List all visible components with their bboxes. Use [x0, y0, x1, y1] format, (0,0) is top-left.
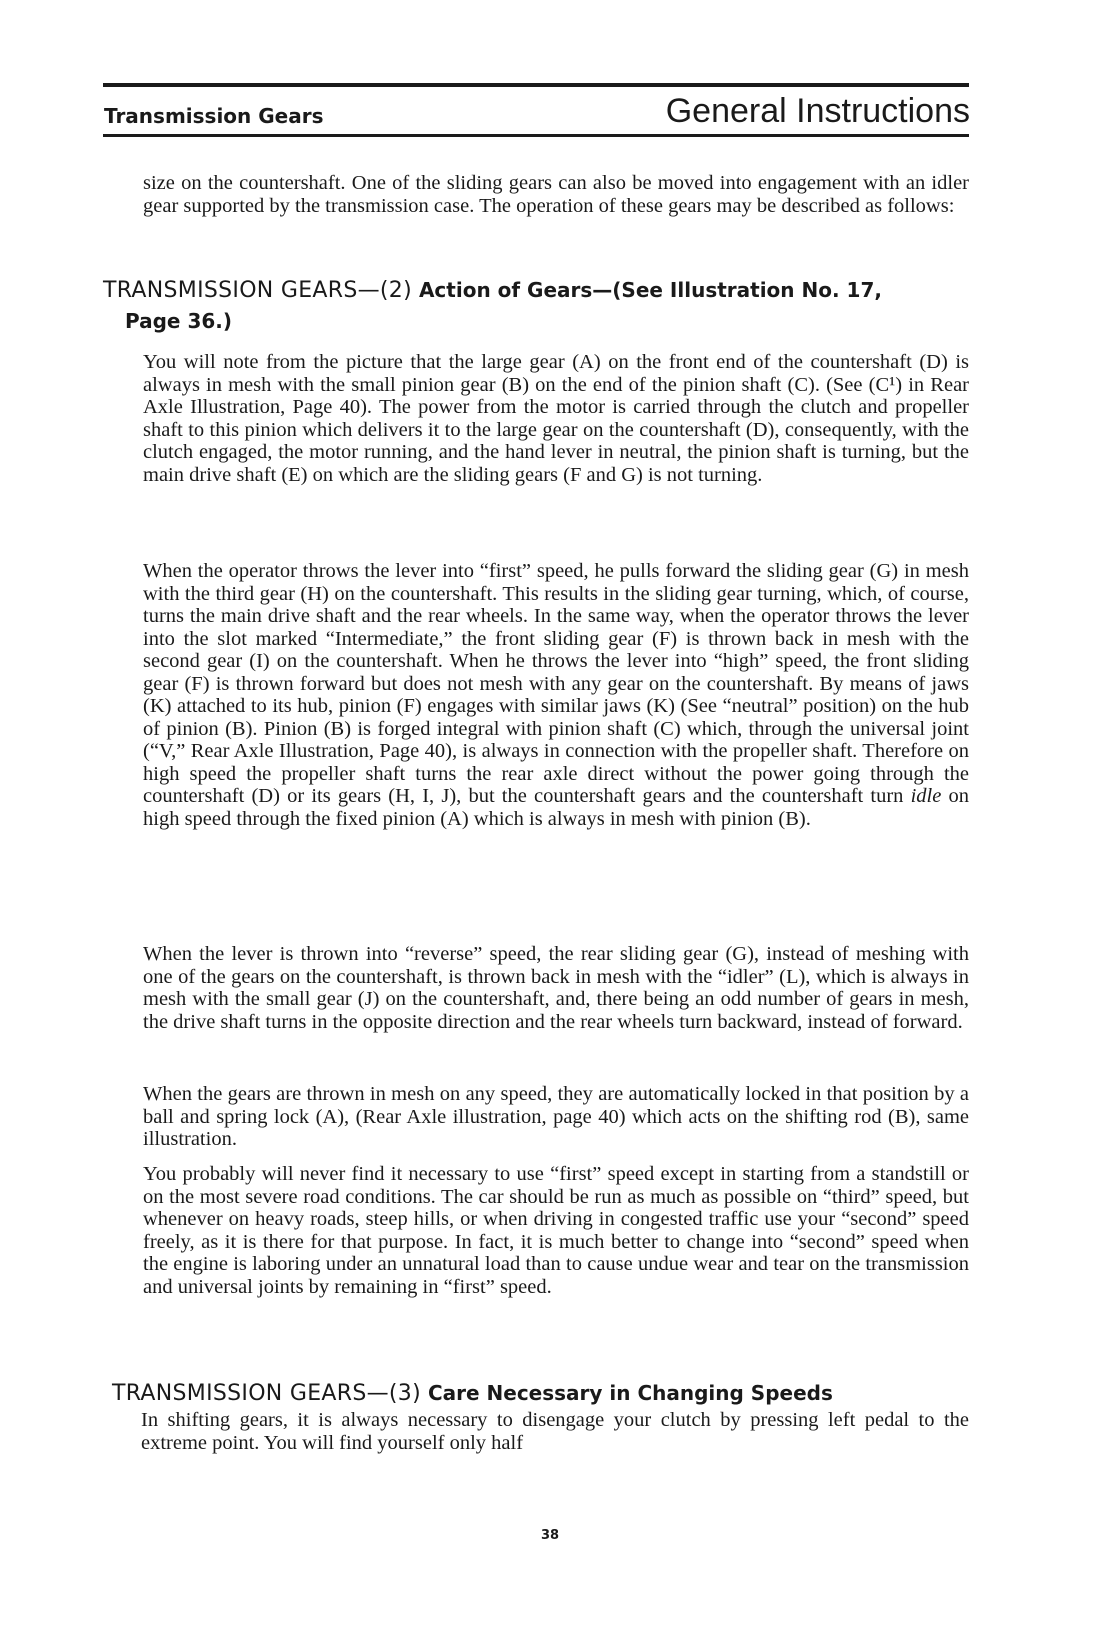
paragraph-reverse-speed: When the lever is thrown into “reverse” speed, the rear sliding gear (G), instead of meshing with one of the gears on the countershaft, is thrown back in mesh with the “idler” (L), which is always in mesh with the small gear (J) on the countershaft, and, there being an odd number of gears in mesh, the drive shaft turns in the opposite direction and the rear wheels turn backward, instead of forward. — [143, 943, 969, 1033]
section-heading-lead: TRANSMISSION GEARS—(3) — [112, 1381, 421, 1406]
section-heading-action-of-gears — [103, 275, 983, 337]
paragraph-lock: When the gears are thrown in mesh on any speed, they are automatically locked in that position by a ball and spring lock (A), (Rear Axle illustration, page 40) which acts on the shifting rod (B), same illustration. — [143, 1083, 969, 1150]
paragraph-first-speed-tail: on high speed through the fixed pinion (A) which is always in mesh with pinion (B). — [143, 785, 969, 830]
intro-paragraph: size on the countershaft. One of the sliding gears can also be moved into engagement with an idler gear supported by the transmission case. The operation of these gears may be described as follows: — [143, 172, 969, 217]
page-number: 38 — [540, 1528, 560, 1543]
paragraph-shifting-gears: In shifting gears, it is always necessary to disengage your clutch by pressing left pedal to the extreme point. You will find yourself only half — [141, 1409, 969, 1454]
section-heading-continuation: Page 36.) — [125, 309, 233, 333]
section-heading-rest: Care Necessary in Changing Speeds — [427, 1381, 833, 1405]
header-rule-bottom — [103, 134, 969, 137]
paragraph-first-speed-text: When the operator throws the lever into “first” speed, he pulls forward the sliding gear (G) in mesh with the third gear (H) on the countershaft. This results in the sliding gear turning, which, of course, turns the main drive shaft and the rear wheels. In the same way, when the operator throws the lever into the slot marked “Intermediate,” the front sliding gear (F) is thrown back in mesh with the second gear (I) on the countershaft. When he throws the lever into “high” speed, the front sliding gear (F) is thrown forward but does not mesh with any gear on the countershaft. By means of jaws (K) attached to its hub, pinion (F) engages with similar jaws (K) (See “neutral” position) on the hub of pinion (B). Pinion (B) is forged integral with pinion shaft (C) which, through the universal joint (“V,” Rear Axle Illustration, Page 40), is always in connection with the propeller shaft. Therefore on high speed the propeller shaft turns the rear axle direct without the power going through the countershaft (D) or its gears (H, I, J), but the countershaft gears and the countershaft turn — [143, 560, 969, 807]
header-rule-top — [103, 83, 969, 87]
emphasis-idle: idle — [910, 785, 942, 807]
running-header-section: Transmission Gears — [104, 104, 324, 128]
running-header-title: General Instructions — [665, 92, 970, 130]
paragraph-first-speed — [143, 560, 969, 830]
section-heading-rest: Action of Gears—(See Illustration No. 17, — [418, 278, 882, 302]
section-heading-care-changing-speeds — [112, 1378, 992, 1409]
paragraph-gear-mesh: You will note from the picture that the large gear (A) on the front end of the countershaft (D) is always in mesh with the small pinion gear (B) on the end of the pinion shaft (C). (See (C¹) in Rear Axle Illustration, Page 40). The power from the motor is carried through the clutch and propeller shaft to this pinion which delivers it to the large gear on the countershaft (D), consequently, with the clutch engaged, the motor running, and the hand lever in neutral, the pinion shaft is turning, but the main drive shaft (E) on which are the sliding gears (F and G) is not turning. — [143, 351, 969, 486]
section-heading-lead: TRANSMISSION GEARS—(2) — [103, 278, 412, 303]
paragraph-speed-advice: You probably will never find it necessary to use “first” speed except in starting from a standstill or on the most severe road conditions. The car should be run as much as possible on “third” speed, but whenever on heavy roads, steep hills, or when driving in congested traffic use your “second” speed freely, as it is there for that purpose. In fact, it is much better to change into “second” speed when the engine is laboring under an unnatural load than to cause undue wear and tear on the transmission and universal joints by remaining in “first” speed. — [143, 1163, 969, 1298]
